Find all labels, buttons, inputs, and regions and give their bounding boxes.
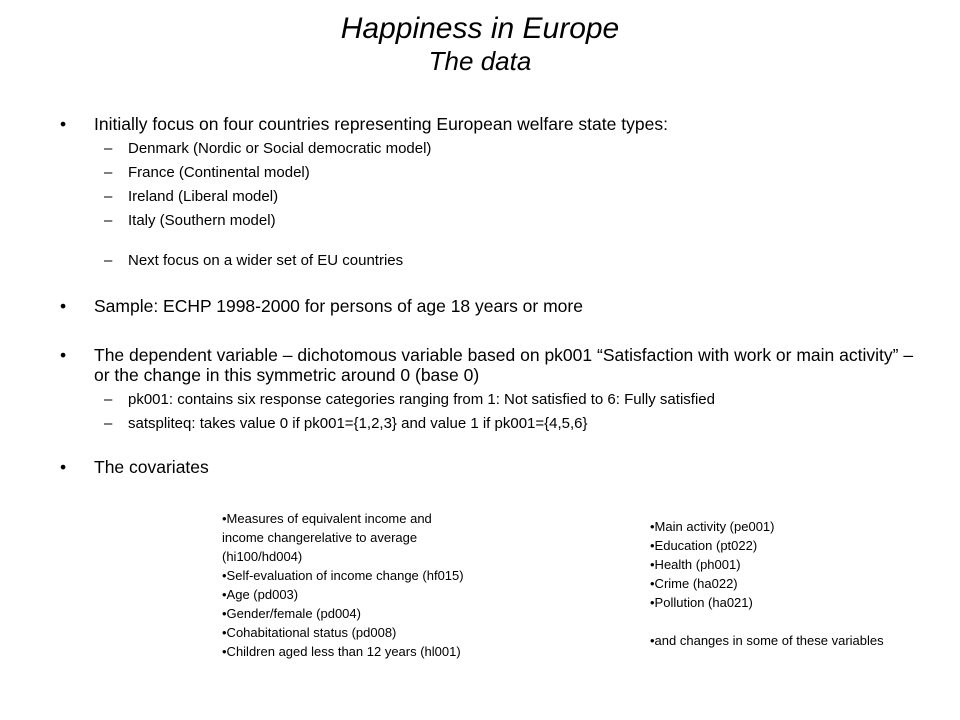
sub-item-text: Ireland (Liberal model) [128,188,279,205]
covariates-right-column [650,517,890,650]
sub-item-text: Next focus on a wider set of EU countries [128,252,404,269]
bullet-dot: • [60,457,67,477]
slide-title: Happiness in Europe [340,12,620,45]
bullet-covariates [60,457,920,477]
covariate-item: •Children aged less than 12 years (hl001) [222,644,461,659]
bullet-text: The covariates [94,457,209,477]
bullet-dot: • [60,296,67,316]
sub-list-countries [60,140,920,269]
bullet-dot: • [60,345,67,365]
slide-header [0,12,960,76]
slide-subtitle: The data [428,46,532,76]
sub-item [60,140,920,157]
bullet-sample [60,296,920,316]
dash-mark: – [104,415,113,432]
bullet-text: Sample: ECHP 1998-2000 for persons of age 18 years or more [94,296,583,316]
dash-mark: – [104,391,113,408]
dash-mark: – [104,188,113,205]
bullet-dependent-variable [60,345,920,385]
sub-item [60,164,920,181]
sub-item [60,212,920,229]
sub-item [60,188,920,205]
covariate-item: •Health (ph001) [650,557,741,572]
dash-mark: – [104,164,113,181]
sub-item-text: pk001: contains six response categories ranging from 1: Not satisfied to 6: Fully satisfied [128,391,715,408]
sub-item [60,415,920,432]
bullet-dot: • [60,114,67,134]
sub-list-dependent [60,391,920,432]
sub-item-text: satspliteq: takes value 0 if pk001={1,2,3} and value 1 if pk001={4,5,6} [128,415,588,432]
bullet-text: Initially focus on four countries representing European welfare state types: [94,114,668,134]
covariate-item: •Main activity (pe001) [650,519,775,534]
sub-item-text: Italy (Southern model) [128,212,276,229]
covariate-item: •Education (pt022) [650,538,758,553]
covariate-item: •Pollution (ha021) [650,595,753,610]
covariate-item: •Cohabitational status (pd008) [222,625,397,640]
sub-item-text: France (Continental model) [128,164,310,181]
covariates-left-column [222,509,472,661]
covariate-item: •Self-evaluation of income change (hf015) [222,568,464,583]
dash-mark: – [104,252,113,269]
covariate-item: •Age (pd003) [222,587,299,602]
covariate-item: •Gender/female (pd004) [222,606,361,621]
covariate-item: •Crime (ha022) [650,576,738,591]
bullet-countries [60,114,920,134]
covariate-item: •Measures of equivalent income and income changerelative to average (hi100/hd004) [222,511,432,564]
sub-item [60,391,920,408]
covariate-note: •and changes in some of these variables [650,633,884,648]
sub-item-text: Denmark (Nordic or Social democratic model) [128,140,432,157]
dash-mark: – [104,212,113,229]
sub-item [60,252,920,269]
bullet-list [60,114,920,477]
dash-mark: – [104,140,113,157]
bullet-text: The dependent variable – dichotomous variable based on pk001 “Satisfaction with work or main activity” – or the change in this symmetric around 0 (base 0) [94,345,914,385]
